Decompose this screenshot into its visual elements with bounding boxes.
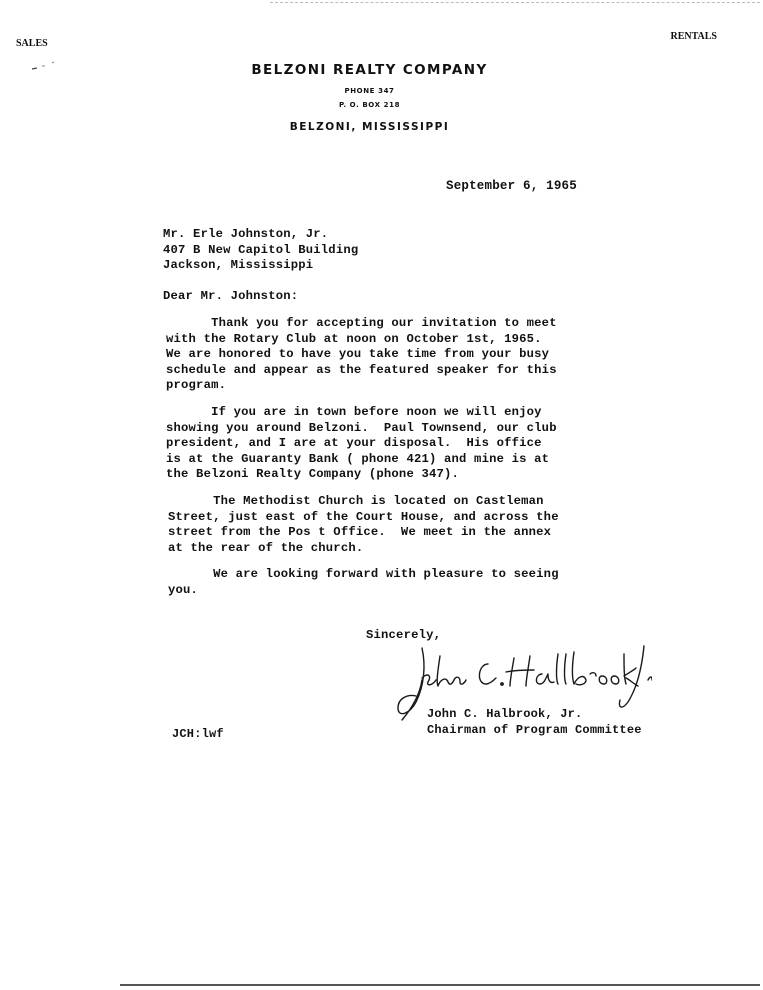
- address-line: 407 B New Capitol Building: [163, 242, 359, 257]
- body-line: the Belzoni Realty Company (phone 347).: [166, 467, 460, 482]
- scan-top-edge: [270, 2, 760, 3]
- typist-initials: JCH:lwf: [172, 727, 224, 741]
- body-line: Thank you for accepting our invitation to meet: [166, 316, 557, 330]
- body-line: We are honored to have you take time from your busy: [166, 347, 550, 362]
- signer-block: [427, 707, 642, 738]
- paragraph-location: [168, 494, 559, 556]
- body-line: program.: [166, 378, 227, 393]
- address-line: Jackson, Mississippi: [163, 258, 314, 273]
- body-line: at the rear of the church.: [168, 540, 364, 555]
- body-line: showing you around Belzoni. Paul Townsend, our club: [166, 420, 557, 435]
- letterhead-company: BELZONI REALTY COMPANY: [251, 62, 488, 78]
- address-line: Mr. Erle Johnston, Jr.: [163, 227, 329, 241]
- body-line: The Methodist Church is located on Castleman: [168, 494, 544, 508]
- body-line: We are looking forward with pleasure to seeing: [168, 567, 559, 581]
- letterhead-phone: PHONE 347: [344, 87, 395, 95]
- body-line: schedule and appear as the featured speaker for this: [166, 362, 557, 377]
- body-line: you.: [168, 582, 199, 597]
- signer-title: Chairman of Program Committee: [427, 722, 642, 737]
- salutation: Dear Mr. Johnston:: [163, 289, 299, 303]
- letter-date: September 6, 1965: [446, 179, 577, 193]
- body-line: is at the Guaranty Bank ( phone 421) and mine is at: [166, 451, 550, 466]
- body-line: If you are in town before noon we will enjoy: [166, 405, 542, 419]
- body-line: Street, just east of the Court House, and across the: [168, 509, 559, 524]
- complimentary-close: Sincerely,: [366, 628, 442, 642]
- scan-bottom-edge: [120, 984, 760, 986]
- body-line: with the Rotary Club at noon on October 1st, 1965.: [166, 331, 542, 346]
- sales-label: SALES: [16, 38, 48, 49]
- paragraph-closing: [168, 567, 559, 598]
- paragraph-town-visit: [166, 405, 557, 483]
- letterhead-po-box: P. O. BOX 218: [338, 101, 401, 109]
- body-line: president, and I are at your disposal. His office: [166, 436, 542, 451]
- recipient-address: [163, 227, 358, 274]
- paragraph-invitation: [166, 316, 557, 394]
- letterhead-city: BELZONI, MISSISSIPPI: [289, 121, 450, 133]
- rentals-label: RENTALS: [670, 31, 717, 42]
- signer-name: John C. Halbrook, Jr.: [427, 707, 583, 721]
- body-line: street from the Pos t Office. We meet in the annex: [168, 525, 552, 540]
